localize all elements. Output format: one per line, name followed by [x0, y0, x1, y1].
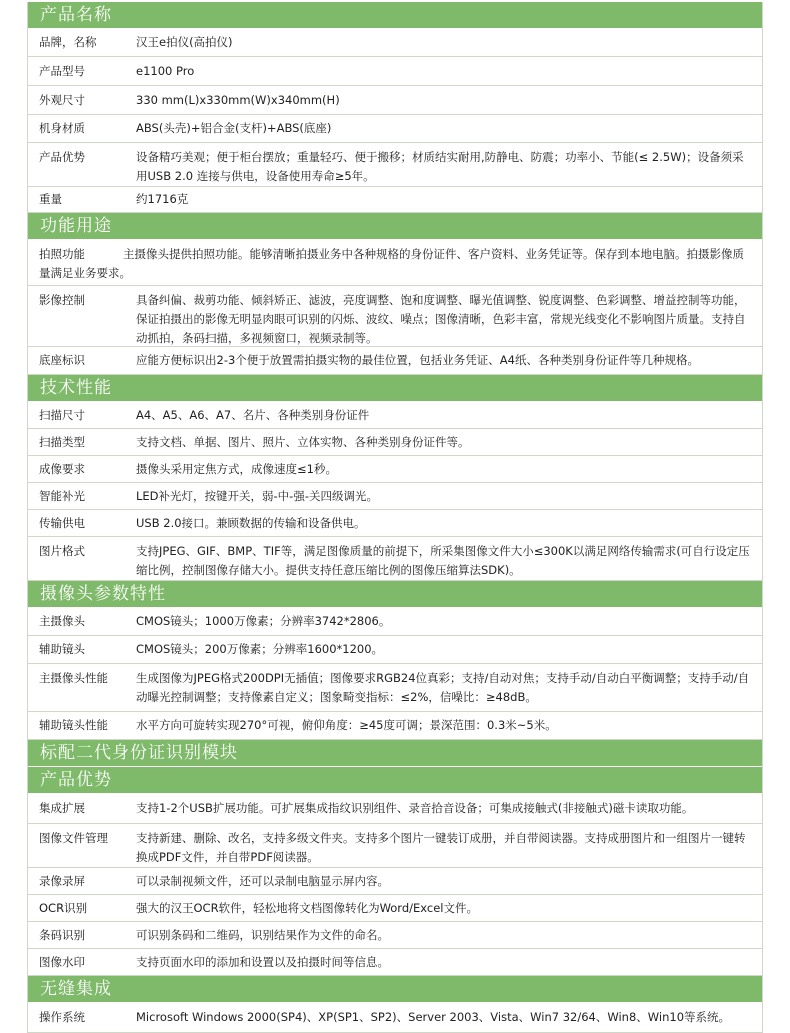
section-header-integration: 无缝集成	[28, 976, 762, 1003]
row-value: 支持页面水印的添加和设置以及拍摄时间等信息。	[136, 954, 389, 969]
row-label: OCR识别	[39, 900, 88, 915]
spec-row	[28, 949, 762, 976]
spec-sheet	[27, 2, 763, 1033]
row-value: 支持文档、单据、图片、照片、立体实物、各种类别身份证件等。	[136, 434, 470, 449]
row-label: 操作系统	[39, 1010, 85, 1024]
row-value: 支持JPEG、GIF、BMP、TIF等，满足图像质量的前提下，所采集图像文件大小≤300K以满足网络传输需求(可自行设定压缩比例，控制图像存储大小。提供支持任意压缩比例的图像压缩算法SDK)。	[136, 544, 750, 577]
section-header-advantages: 产品优势	[28, 767, 762, 794]
row-label: 智能补光	[39, 488, 85, 503]
row-label: 传输供电	[39, 515, 85, 530]
row-label: 产品优势	[39, 150, 85, 164]
row-label: 录像录屏	[39, 873, 85, 888]
spec-row	[28, 824, 762, 868]
row-value: 具备纠偏、裁剪功能、倾斜矫正、滤波，亮度调整、饱和度调整、曝光值调整、锐度调整、色彩调整、增益控制等功能，保证拍摄出的影像无明显肉眼可识别的闪烁、波纹、噪点；图像清晰，色彩丰富，常规光线变化不影响图片质量。支持自动抓拍，条码扫描，多视频窗口，视频录制等。	[136, 293, 746, 345]
spec-row	[28, 510, 762, 537]
row-value: CMOS镜头；200万像素；分辨率1600*1200。	[136, 642, 384, 656]
row-label: 影像控制	[39, 293, 85, 307]
row-label: 图像文件管理	[39, 831, 108, 845]
spec-row	[28, 537, 762, 581]
row-value: A4、A5、A6、A7、名片、各种类别身份证件	[136, 407, 370, 422]
spec-row	[28, 483, 762, 510]
spec-row	[28, 347, 762, 375]
spec-row	[28, 240, 762, 286]
row-value: LED补光灯，按键开关，弱-中-强-关四级调光。	[136, 488, 378, 503]
spec-row	[28, 143, 762, 187]
row-label: 图片格式	[39, 544, 85, 558]
row-label: 品牌，名称	[39, 35, 97, 49]
row-value: 摄像头采用定焦方式，成像速度≤1秒。	[136, 461, 337, 476]
row-label: 辅助镜头	[39, 642, 85, 656]
row-value: 支持1-2个USB扩展功能。可扩展集成指纹识别组件、录音拾音设备；可集成接触式(非接触式)磁卡读取功能。	[136, 801, 694, 815]
row-value: 约1716克	[136, 192, 189, 206]
spec-row	[28, 608, 762, 636]
spec-row	[28, 187, 762, 213]
row-value: 可识别条码和二维码，识别结果作为文件的命名。	[136, 927, 389, 942]
section-header-functions: 功能用途	[28, 213, 762, 240]
row-value: CMOS镜头；1000万像素；分辨率3742*2806。	[136, 614, 391, 628]
row-value: 可以录制视频文件，还可以录制电脑显示屏内容。	[136, 873, 389, 888]
section-header-product-name: 产品名称	[28, 2, 762, 29]
spec-row	[28, 402, 762, 429]
spec-row	[28, 712, 762, 740]
spec-row	[28, 57, 762, 86]
row-label: 主摄像头	[39, 614, 85, 628]
row-value: Microsoft Windows 2000(SP4)、XP(SP1、SP2)、Server 2003、Vista、Win7 32/64、Win8、Win10等系统。	[136, 1010, 731, 1024]
row-value: 330 mm(L)x330mm(W)x340mm(H)	[136, 92, 340, 107]
row-label: 外观尺寸	[39, 92, 85, 107]
row-label: 扫描类型	[39, 434, 85, 449]
row-label: 扫描尺寸	[39, 407, 85, 422]
spec-row	[28, 29, 762, 57]
row-label: 条码识别	[39, 927, 85, 942]
row-value: e1100 Pro	[136, 63, 195, 78]
row-label: 集成扩展	[39, 801, 85, 815]
section-header-tech: 技术性能	[28, 375, 762, 402]
spec-row	[28, 868, 762, 895]
spec-row	[28, 1003, 762, 1033]
spec-row	[28, 429, 762, 456]
spec-row	[28, 895, 762, 922]
row-value: 生成图像为JPEG格式200DPI无插值；图像要求RGB24位真彩；支持/自动对焦；支持手动/自动白平衡调整；支持手动/自动曝光控制调整；支持像素自定义；图象畸变指标：≤2%，信噪比：≥48dB。	[136, 671, 750, 704]
section-header-id-module: 标配二代身份证识别模块	[28, 740, 762, 767]
row-value: 水平方向可旋转实现270°可视，俯仰角度：≥45度可调；景深范围：0.3米~5米。	[136, 718, 557, 732]
row-value: 应能方便标识出2-3个便于放置需拍摄实物的最佳位置，包括业务凭证、A4纸、各种类别身份证件等几种规格。	[136, 353, 699, 367]
row-value: 主摄像头提供拍照功能。能够清晰拍摄业务中各种规格的身份证件、客户资料、业务凭证等。保存到本地电脑。拍摄影像质量满足业务要求。	[39, 247, 744, 280]
spec-row	[28, 115, 762, 143]
row-label: 辅助镜头性能	[39, 718, 108, 732]
row-label: 图像水印	[39, 954, 85, 969]
row-label: 机身材质	[39, 121, 85, 135]
spec-row	[28, 456, 762, 483]
spec-row	[28, 86, 762, 115]
spec-row	[28, 664, 762, 712]
row-label: 拍照功能	[39, 247, 85, 261]
spec-row	[28, 636, 762, 664]
row-label: 成像要求	[39, 461, 85, 476]
row-value: USB 2.0接口。兼顾数据的传输和设备供电。	[136, 515, 366, 530]
row-label: 产品型号	[39, 63, 85, 78]
row-value: 汉王e拍仪(高拍仪)	[136, 35, 233, 49]
section-header-camera: 摄像头参数特性	[28, 581, 762, 608]
row-value: 强大的汉王OCR软件，轻松地将文档图像转化为Word/Excel文件。	[136, 900, 478, 915]
row-value: 设备精巧美观；便于柜台摆放；重量轻巧、便于搬移；材质结实耐用,防静电、防震；功率小、节能(≤ 2.5W)；设备须采用USB 2.0 连接与供电，设备使用寿命≥5年。	[136, 150, 744, 183]
row-label: 主摄像头性能	[39, 671, 108, 685]
row-label: 底座标识	[39, 353, 85, 367]
row-label: 重量	[39, 192, 62, 206]
row-value: ABS(头壳)+铝合金(支杆)+ABS(底座)	[136, 121, 332, 135]
spec-row	[28, 286, 762, 347]
row-value: 支持新建、删除、改名，支持多级文件夹。支持多个图片一键装订成册，并自带阅读器。支持成册图片和一组图片一键转换成PDF文件，并自带PDF阅读器。	[136, 831, 746, 864]
spec-row	[28, 922, 762, 949]
spec-row	[28, 794, 762, 824]
